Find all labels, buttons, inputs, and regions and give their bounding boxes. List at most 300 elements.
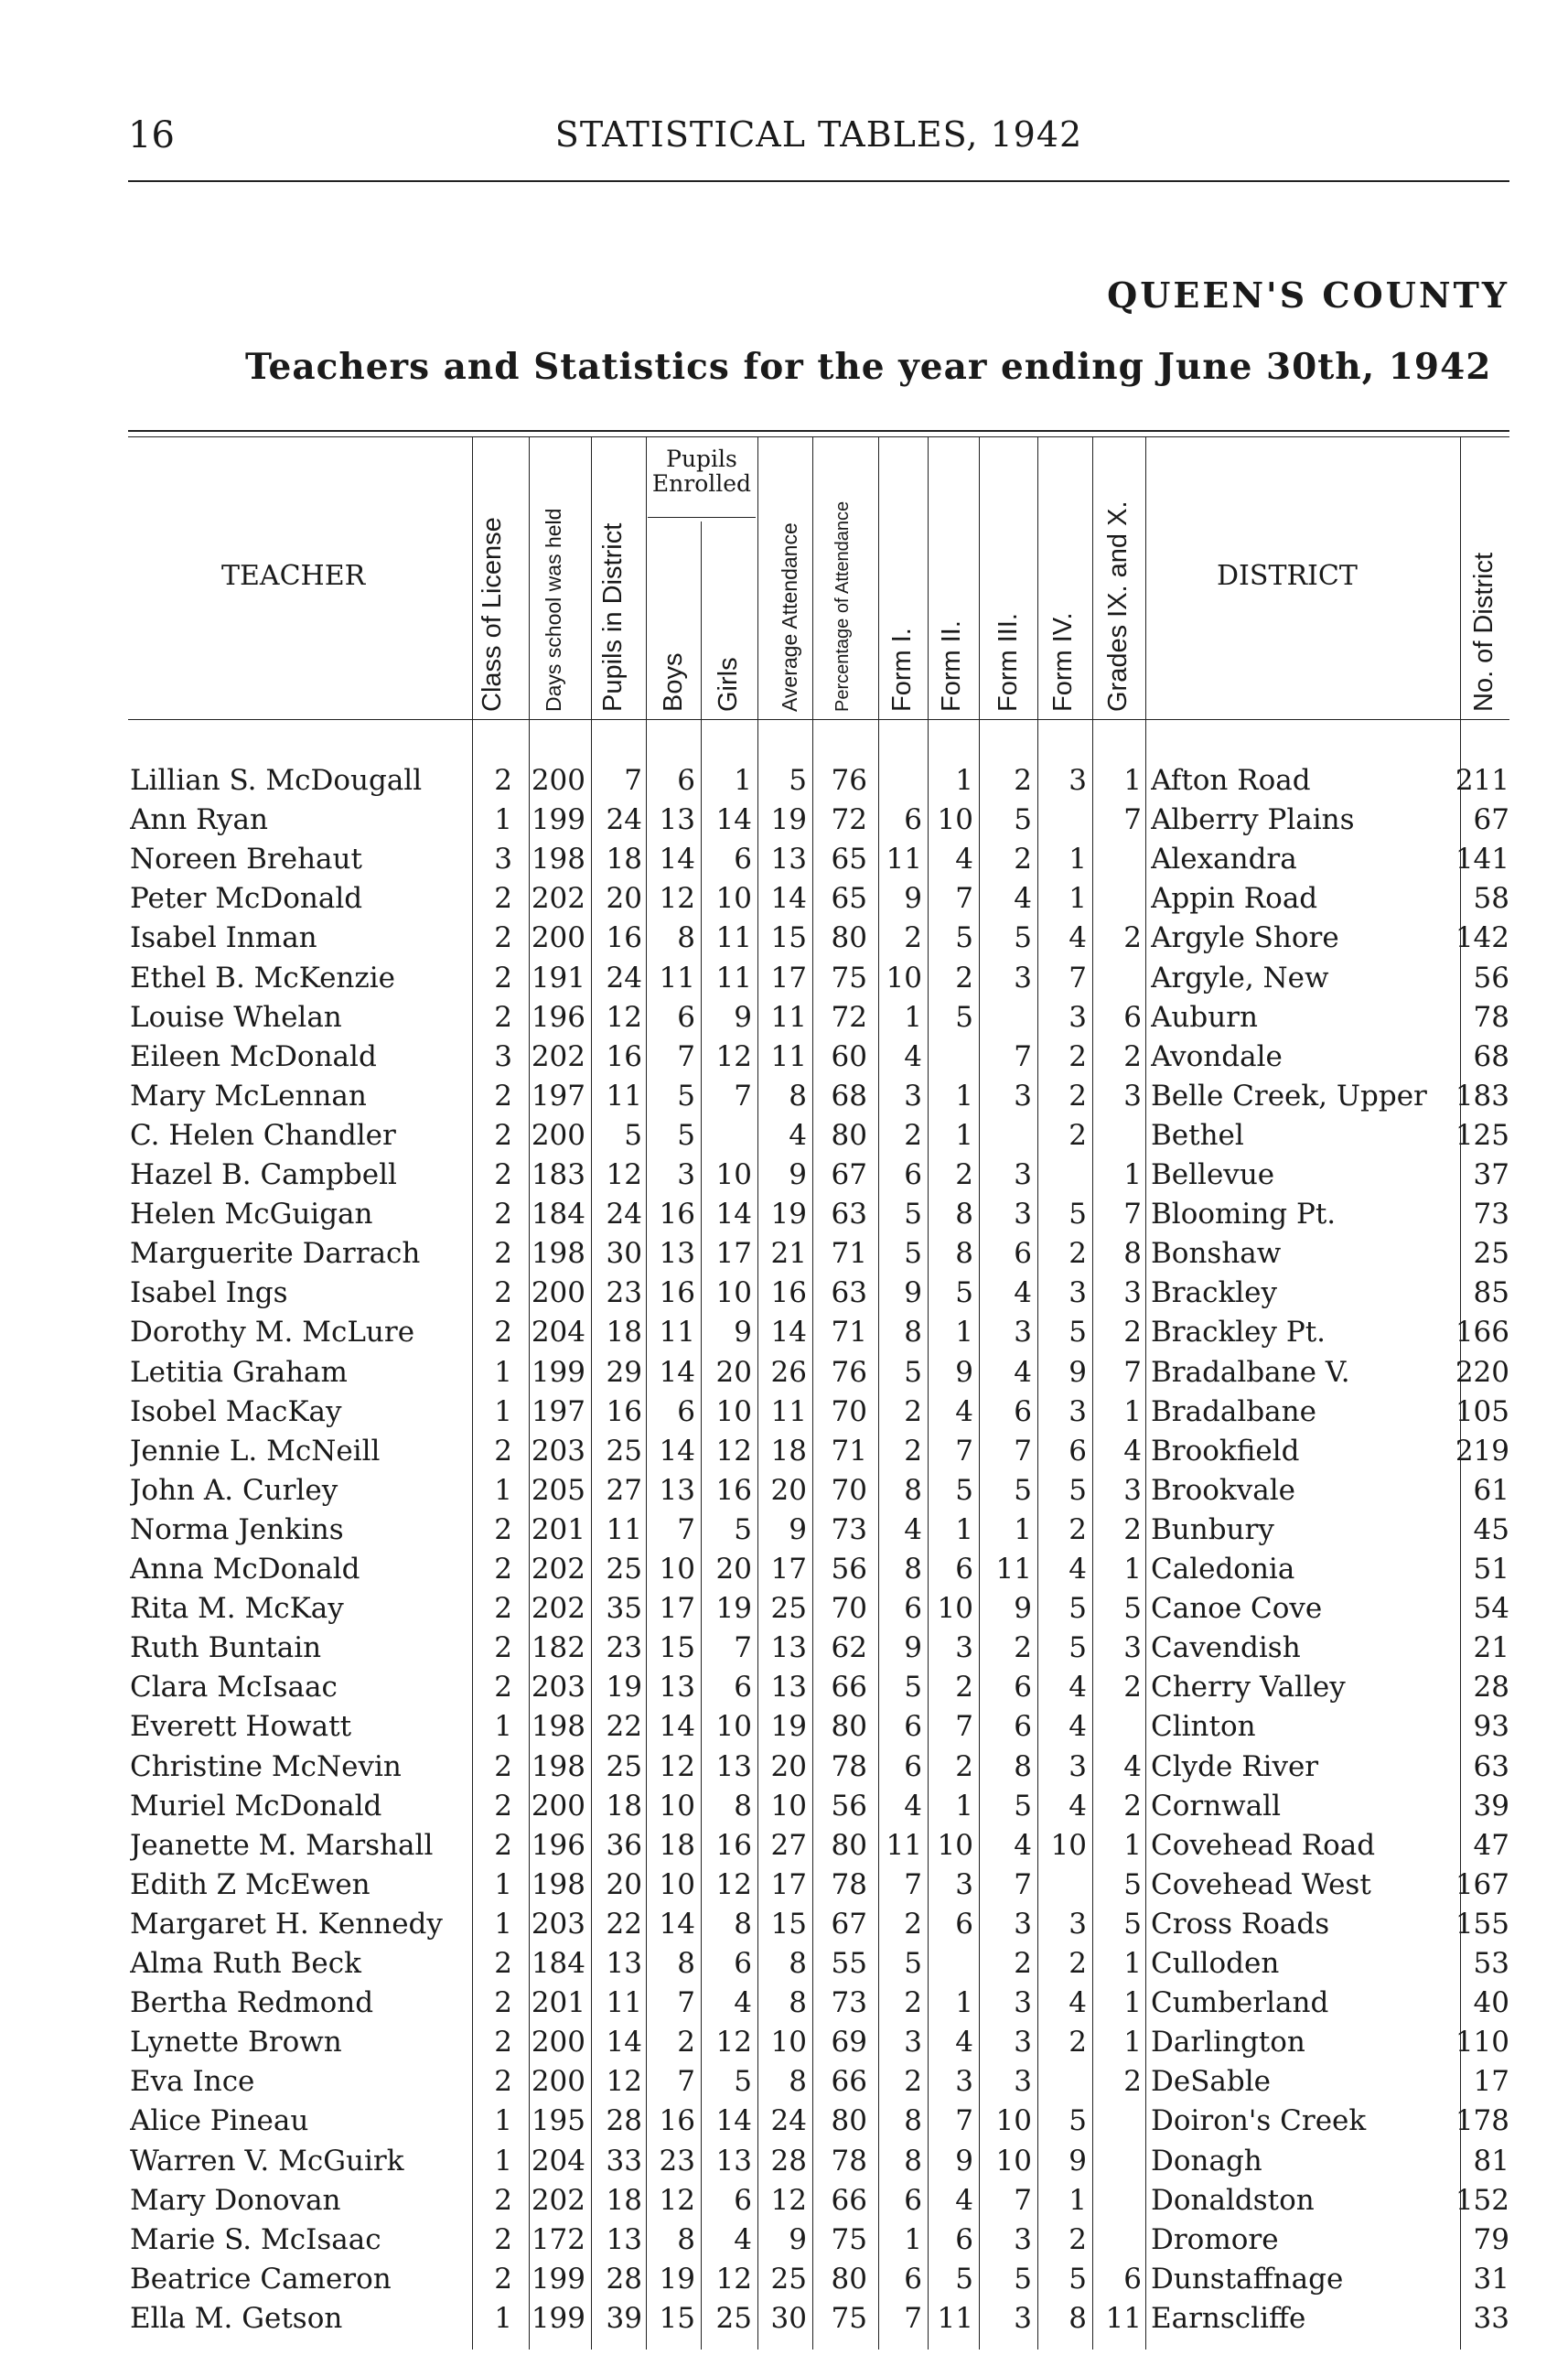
cell-f1: 5 xyxy=(904,1355,922,1389)
cell-no: 63 xyxy=(1473,1749,1509,1783)
teacher-name: Margaret H. Kennedy xyxy=(130,1907,443,1941)
cell-pct: 67 xyxy=(831,1907,867,1941)
cell-f3: 6 xyxy=(1014,1671,1032,1704)
cell-f2: 7 xyxy=(955,882,973,916)
cell-no: 105 xyxy=(1455,1394,1509,1428)
cell-lic: 2 xyxy=(494,1118,512,1152)
table-row xyxy=(0,1707,1568,1747)
cell-pct: 66 xyxy=(831,2065,867,2099)
cell-f1: 6 xyxy=(904,1158,922,1191)
cell-lic: 2 xyxy=(494,2183,512,2217)
cell-f1: 2 xyxy=(904,1118,922,1152)
table-row xyxy=(0,1747,1568,1787)
cell-f4: 2 xyxy=(1069,1947,1087,1980)
cell-f4: 9 xyxy=(1069,2144,1087,2178)
cell-g: 2 xyxy=(1123,1039,1142,1073)
cell-no: 110 xyxy=(1455,2026,1509,2059)
teacher-name: Edith Z McEwen xyxy=(130,1867,371,1901)
teacher-name: Lynette Brown xyxy=(130,2026,342,2059)
teacher-name: Anna McDonald xyxy=(130,1553,360,1586)
cell-f3: 6 xyxy=(1014,1237,1032,1271)
cell-days: 204 xyxy=(531,2144,585,2178)
table-row xyxy=(0,919,1568,958)
cell-pupils: 20 xyxy=(606,882,642,916)
cell-f2: 4 xyxy=(955,2026,973,2059)
header-district: DISTRICT xyxy=(1217,560,1358,592)
teacher-name: Alice Pineau xyxy=(130,2104,309,2138)
cell-f1: 6 xyxy=(904,2262,922,2296)
county-heading: QUEEN'S COUNTY xyxy=(1107,274,1509,316)
cell-days: 198 xyxy=(531,1749,585,1783)
cell-days: 195 xyxy=(531,2104,585,2138)
table-row xyxy=(0,1984,1568,2023)
cell-f4: 5 xyxy=(1069,1473,1087,1507)
district-name: DeSable xyxy=(1151,2065,1272,2099)
cell-pupils: 11 xyxy=(606,1079,642,1113)
cell-girls: 6 xyxy=(734,843,752,876)
cell-f3: 7 xyxy=(1014,1039,1032,1073)
cell-avg: 19 xyxy=(770,803,807,837)
cell-avg: 8 xyxy=(789,1079,807,1113)
cell-f3: 3 xyxy=(1014,1316,1032,1350)
cell-g: 5 xyxy=(1123,1907,1142,1941)
cell-f2: 5 xyxy=(955,2262,973,2296)
cell-g: 1 xyxy=(1123,1947,1142,1980)
cell-days: 202 xyxy=(531,1592,585,1626)
cell-lic: 2 xyxy=(494,1828,512,1862)
cell-girls: 4 xyxy=(734,2222,752,2256)
teacher-name: Warren V. McGuirk xyxy=(130,2144,404,2178)
cell-girls: 1 xyxy=(734,764,752,797)
table-row xyxy=(0,998,1568,1038)
cell-avg: 8 xyxy=(789,1947,807,1980)
cell-days: 200 xyxy=(531,1118,585,1152)
cell-f2: 8 xyxy=(955,1198,973,1231)
cell-g: 2 xyxy=(1123,1789,1142,1823)
cell-boys: 7 xyxy=(677,1986,695,2020)
cell-lic: 2 xyxy=(494,1749,512,1783)
cell-f2: 4 xyxy=(955,1394,973,1428)
header-average-attendance: Average Attendance xyxy=(778,522,801,712)
cell-f3: 4 xyxy=(1014,1276,1032,1310)
table-row xyxy=(0,1195,1568,1234)
cell-pct: 69 xyxy=(831,2026,867,2059)
teacher-name: Peter McDonald xyxy=(130,882,363,916)
teacher-name: Everett Howatt xyxy=(130,1710,352,1744)
cell-pupils: 30 xyxy=(606,1237,642,1271)
teacher-name: Louise Whelan xyxy=(130,1000,342,1034)
header-boys: Boys xyxy=(659,652,688,712)
cell-pct: 71 xyxy=(831,1237,867,1271)
cell-boys: 8 xyxy=(677,2222,695,2256)
table-row xyxy=(0,1077,1568,1116)
cell-girls: 10 xyxy=(715,1158,752,1191)
cell-f3: 10 xyxy=(995,2144,1032,2178)
district-name: Canoe Cove xyxy=(1151,1592,1323,1626)
cell-lic: 2 xyxy=(494,1947,512,1980)
cell-boys: 16 xyxy=(659,1276,695,1310)
cell-boys: 12 xyxy=(659,2183,695,2217)
cell-f4: 5 xyxy=(1069,2262,1087,2296)
table-row xyxy=(0,1234,1568,1274)
cell-avg: 14 xyxy=(770,882,807,916)
cell-f3: 4 xyxy=(1014,1355,1032,1389)
cell-no: 155 xyxy=(1455,1907,1509,1941)
cell-girls: 12 xyxy=(715,2026,752,2059)
cell-no: 45 xyxy=(1473,1512,1509,1546)
table-subtitle: Teachers and Statistics for the year ending June 30th, 1942 xyxy=(245,346,1492,388)
table-row xyxy=(0,1156,1568,1195)
cell-avg: 25 xyxy=(770,2262,807,2296)
cell-lic: 2 xyxy=(494,1237,512,1271)
cell-boys: 14 xyxy=(659,1710,695,1744)
cell-boys: 10 xyxy=(659,1789,695,1823)
cell-pupils: 25 xyxy=(606,1553,642,1586)
table-row xyxy=(0,1116,1568,1156)
cell-pupils: 25 xyxy=(606,1749,642,1783)
cell-lic: 1 xyxy=(494,1473,512,1507)
cell-pupils: 12 xyxy=(606,2065,642,2099)
cell-pupils: 12 xyxy=(606,1158,642,1191)
cell-pct: 67 xyxy=(831,1158,867,1191)
cell-f1: 9 xyxy=(904,1631,922,1665)
cell-avg: 13 xyxy=(770,843,807,876)
cell-f2: 5 xyxy=(955,1276,973,1310)
cell-pupils: 29 xyxy=(606,1355,642,1389)
cell-avg: 9 xyxy=(789,1512,807,1546)
cell-avg: 24 xyxy=(770,2104,807,2138)
cell-f1: 1 xyxy=(904,1000,922,1034)
teacher-name: John A. Curley xyxy=(130,1473,338,1507)
district-name: Darlington xyxy=(1151,2026,1305,2059)
cell-lic: 2 xyxy=(494,1276,512,1310)
cell-no: 56 xyxy=(1473,961,1509,995)
cell-f1: 4 xyxy=(904,1789,922,1823)
district-name: Donaldston xyxy=(1151,2183,1315,2217)
cell-f2: 8 xyxy=(955,1237,973,1271)
cell-f2: 1 xyxy=(955,764,973,797)
cell-f4: 2 xyxy=(1069,1079,1087,1113)
cell-days: 199 xyxy=(531,803,585,837)
cell-pupils: 5 xyxy=(624,1118,642,1152)
cell-boys: 15 xyxy=(659,1631,695,1665)
cell-days: 172 xyxy=(531,2222,585,2256)
cell-pct: 72 xyxy=(831,1000,867,1034)
cell-lic: 3 xyxy=(494,843,512,876)
district-name: Donagh xyxy=(1151,2144,1262,2178)
cell-girls: 12 xyxy=(715,1039,752,1073)
cell-boys: 16 xyxy=(659,1198,695,1231)
cell-pct: 80 xyxy=(831,1118,867,1152)
district-name: Brackley Pt. xyxy=(1151,1316,1326,1350)
cell-f2: 10 xyxy=(937,1592,973,1626)
cell-boys: 13 xyxy=(659,1473,695,1507)
cell-lic: 1 xyxy=(494,1355,512,1389)
cell-f4: 10 xyxy=(1050,1828,1087,1862)
cell-boys: 13 xyxy=(659,1671,695,1704)
cell-f2: 2 xyxy=(955,1749,973,1783)
cell-boys: 12 xyxy=(659,1749,695,1783)
cell-no: 61 xyxy=(1473,1473,1509,1507)
cell-days: 196 xyxy=(531,1000,585,1034)
cell-f3: 2 xyxy=(1014,1631,1032,1665)
cell-days: 197 xyxy=(531,1394,585,1428)
cell-f4: 2 xyxy=(1069,1237,1087,1271)
cell-pupils: 11 xyxy=(606,1512,642,1546)
cell-pct: 60 xyxy=(831,1039,867,1073)
cell-days: 201 xyxy=(531,1512,585,1546)
cell-f2: 1 xyxy=(955,1118,973,1152)
cell-avg: 15 xyxy=(770,921,807,955)
cell-f4: 9 xyxy=(1069,1355,1087,1389)
cell-avg: 17 xyxy=(770,1553,807,1586)
header-form-1: Form I. xyxy=(887,628,917,712)
cell-days: 182 xyxy=(531,1631,585,1665)
cell-girls: 10 xyxy=(715,1710,752,1744)
district-name: Bethel xyxy=(1151,1118,1244,1152)
cell-avg: 11 xyxy=(770,1000,807,1034)
cell-girls: 20 xyxy=(715,1553,752,1586)
cell-avg: 12 xyxy=(770,2183,807,2217)
cell-pct: 55 xyxy=(831,1947,867,1980)
cell-lic: 1 xyxy=(494,803,512,837)
cell-days: 198 xyxy=(531,1867,585,1901)
cell-lic: 1 xyxy=(494,1907,512,1941)
cell-pct: 65 xyxy=(831,843,867,876)
cell-no: 73 xyxy=(1473,1198,1509,1231)
cell-days: 200 xyxy=(531,2026,585,2059)
teacher-name: Lillian S. McDougall xyxy=(130,764,423,797)
cell-lic: 2 xyxy=(494,882,512,916)
cell-f2: 3 xyxy=(955,2065,973,2099)
teacher-name: Ella M. Getson xyxy=(130,2301,343,2335)
cell-f4: 7 xyxy=(1069,961,1087,995)
teacher-name: Letitia Graham xyxy=(130,1355,348,1389)
cell-no: 220 xyxy=(1455,1355,1509,1389)
cell-no: 219 xyxy=(1455,1434,1509,1468)
header-form-4: Form IV. xyxy=(1048,612,1078,712)
cell-f3: 5 xyxy=(1014,1473,1032,1507)
cell-f1: 8 xyxy=(904,1316,922,1350)
teacher-name: Helen McGuigan xyxy=(130,1198,373,1231)
cell-pct: 80 xyxy=(831,921,867,955)
cell-lic: 2 xyxy=(494,1000,512,1034)
cell-f3: 3 xyxy=(1014,1079,1032,1113)
enrolled-underline xyxy=(648,517,756,518)
cell-girls: 4 xyxy=(734,1986,752,2020)
cell-f2: 3 xyxy=(955,1867,973,1901)
cell-g: 2 xyxy=(1123,1671,1142,1704)
cell-f2: 7 xyxy=(955,1434,973,1468)
cell-lic: 2 xyxy=(494,1986,512,2020)
cell-f3: 6 xyxy=(1014,1710,1032,1744)
table-row xyxy=(0,1471,1568,1511)
cell-no: 53 xyxy=(1473,1947,1509,1980)
teacher-name: Eva Ince xyxy=(130,2065,255,2099)
table-row xyxy=(0,2221,1568,2260)
cell-lic: 1 xyxy=(494,2104,512,2138)
teacher-name: Dorothy M. McLure xyxy=(130,1316,415,1350)
cell-no: 67 xyxy=(1473,803,1509,837)
cell-f1: 5 xyxy=(904,1237,922,1271)
cell-f3: 3 xyxy=(1014,2222,1032,2256)
teacher-name: C. Helen Chandler xyxy=(130,1118,396,1152)
teacher-name: Beatrice Cameron xyxy=(130,2262,392,2296)
table-row xyxy=(0,1589,1568,1629)
cell-g: 1 xyxy=(1123,2026,1142,2059)
cell-f3: 8 xyxy=(1014,1749,1032,1783)
cell-pct: 70 xyxy=(831,1394,867,1428)
cell-no: 28 xyxy=(1473,1671,1509,1704)
cell-girls: 12 xyxy=(715,1867,752,1901)
table-row xyxy=(0,1629,1568,1668)
cell-pct: 78 xyxy=(831,1867,867,1901)
cell-pupils: 20 xyxy=(606,1867,642,1901)
cell-f2: 5 xyxy=(955,921,973,955)
cell-g: 3 xyxy=(1123,1079,1142,1113)
cell-pct: 56 xyxy=(831,1789,867,1823)
header-days-school-held: Days school was held xyxy=(542,508,565,712)
cell-no: 152 xyxy=(1455,2183,1509,2217)
cell-boys: 10 xyxy=(659,1553,695,1586)
district-name: Cornwall xyxy=(1151,1789,1282,1823)
cell-pupils: 16 xyxy=(606,1394,642,1428)
district-name: Bradalbane V. xyxy=(1151,1355,1350,1389)
cell-avg: 26 xyxy=(770,1355,807,1389)
cell-pupils: 35 xyxy=(606,1592,642,1626)
cell-f3: 11 xyxy=(995,1553,1032,1586)
table-row xyxy=(0,879,1568,919)
cell-no: 47 xyxy=(1473,1828,1509,1862)
cell-girls: 9 xyxy=(734,1316,752,1350)
cell-f3: 5 xyxy=(1014,1789,1032,1823)
cell-pct: 80 xyxy=(831,1828,867,1862)
teacher-name: Hazel B. Campbell xyxy=(130,1158,397,1191)
header-percentage-attendance: Percentage of Attendance xyxy=(832,500,853,712)
district-name: Auburn xyxy=(1151,1000,1258,1034)
cell-f3: 3 xyxy=(1014,2301,1032,2335)
table-row xyxy=(0,1905,1568,1944)
cell-avg: 20 xyxy=(770,1473,807,1507)
district-name: Appin Road xyxy=(1151,882,1318,916)
district-name: Doiron's Creek xyxy=(1151,2104,1367,2138)
cell-f4: 3 xyxy=(1069,1749,1087,1783)
cell-f2: 5 xyxy=(955,1000,973,1034)
header-bottom-rule xyxy=(128,719,1509,720)
cell-f4: 2 xyxy=(1069,2026,1087,2059)
cell-girls: 16 xyxy=(715,1828,752,1862)
cell-g: 7 xyxy=(1123,1198,1142,1231)
cell-g: 2 xyxy=(1123,921,1142,955)
cell-days: 203 xyxy=(531,1907,585,1941)
cell-pct: 75 xyxy=(831,2301,867,2335)
cell-pct: 63 xyxy=(831,1198,867,1231)
cell-pupils: 28 xyxy=(606,2262,642,2296)
table-row xyxy=(0,2062,1568,2102)
cell-no: 79 xyxy=(1473,2222,1509,2256)
cell-days: 197 xyxy=(531,1079,585,1113)
table-row xyxy=(0,1038,1568,1077)
cell-days: 203 xyxy=(531,1434,585,1468)
header-pupils-in-district: Pupils in District xyxy=(598,522,628,712)
cell-f2: 4 xyxy=(955,843,973,876)
cell-f1: 7 xyxy=(904,1867,922,1901)
cell-pct: 73 xyxy=(831,1986,867,2020)
cell-f2: 1 xyxy=(955,1986,973,2020)
cell-lic: 1 xyxy=(494,1394,512,1428)
cell-f3: 3 xyxy=(1014,2065,1032,2099)
cell-f3: 9 xyxy=(1014,1592,1032,1626)
cell-pupils: 23 xyxy=(606,1276,642,1310)
cell-pupils: 14 xyxy=(606,2026,642,2059)
cell-pupils: 27 xyxy=(606,1473,642,1507)
cell-avg: 17 xyxy=(770,1867,807,1901)
table-row xyxy=(0,1787,1568,1826)
cell-days: 205 xyxy=(531,1473,585,1507)
cell-g: 1 xyxy=(1123,1158,1142,1191)
district-name: Alberry Plains xyxy=(1151,803,1355,837)
district-name: Brookvale xyxy=(1151,1473,1295,1507)
teacher-name: Isobel MacKay xyxy=(130,1394,342,1428)
cell-f3: 10 xyxy=(995,2104,1032,2138)
teacher-name: Christine McNevin xyxy=(130,1749,402,1783)
cell-avg: 14 xyxy=(770,1316,807,1350)
cell-no: 54 xyxy=(1473,1592,1509,1626)
district-name: Bradalbane xyxy=(1151,1394,1316,1428)
cell-f2: 9 xyxy=(955,1355,973,1389)
cell-lic: 2 xyxy=(494,1434,512,1468)
cell-pupils: 18 xyxy=(606,1316,642,1350)
cell-no: 25 xyxy=(1473,1237,1509,1271)
cell-f1: 6 xyxy=(904,1710,922,1744)
cell-girls: 7 xyxy=(734,1079,752,1113)
cell-lic: 2 xyxy=(494,2026,512,2059)
table-row xyxy=(0,761,1568,801)
page-number: 16 xyxy=(128,114,175,156)
cell-no: 78 xyxy=(1473,1000,1509,1034)
district-name: Argyle, New xyxy=(1151,961,1329,995)
cell-f1: 9 xyxy=(904,1276,922,1310)
cell-f4: 2 xyxy=(1069,1039,1087,1073)
cell-f4: 5 xyxy=(1069,1316,1087,1350)
cell-boys: 5 xyxy=(677,1118,695,1152)
cell-girls: 14 xyxy=(715,803,752,837)
cell-f1: 6 xyxy=(904,1749,922,1783)
cell-f2: 2 xyxy=(955,961,973,995)
cell-pupils: 13 xyxy=(606,1947,642,1980)
cell-f4: 3 xyxy=(1069,764,1087,797)
cell-boys: 10 xyxy=(659,1867,695,1901)
cell-girls: 6 xyxy=(734,1671,752,1704)
cell-no: 85 xyxy=(1473,1276,1509,1310)
teacher-name: Noreen Brehaut xyxy=(130,843,362,876)
cell-f1: 5 xyxy=(904,1198,922,1231)
cell-f1: 9 xyxy=(904,882,922,916)
cell-boys: 13 xyxy=(659,803,695,837)
cell-pct: 78 xyxy=(831,1749,867,1783)
cell-g: 2 xyxy=(1123,2065,1142,2099)
cell-girls: 16 xyxy=(715,1473,752,1507)
district-name: Belle Creek, Upper xyxy=(1151,1079,1427,1113)
cell-no: 178 xyxy=(1455,2104,1509,2138)
cell-g: 3 xyxy=(1123,1631,1142,1665)
header-pupils-enrolled: Pupils Enrolled xyxy=(651,446,752,497)
cell-f2: 1 xyxy=(955,1789,973,1823)
cell-f1: 7 xyxy=(904,2301,922,2335)
cell-g: 7 xyxy=(1123,1355,1142,1389)
cell-f1: 10 xyxy=(886,961,922,995)
teacher-name: Norma Jenkins xyxy=(130,1512,344,1546)
